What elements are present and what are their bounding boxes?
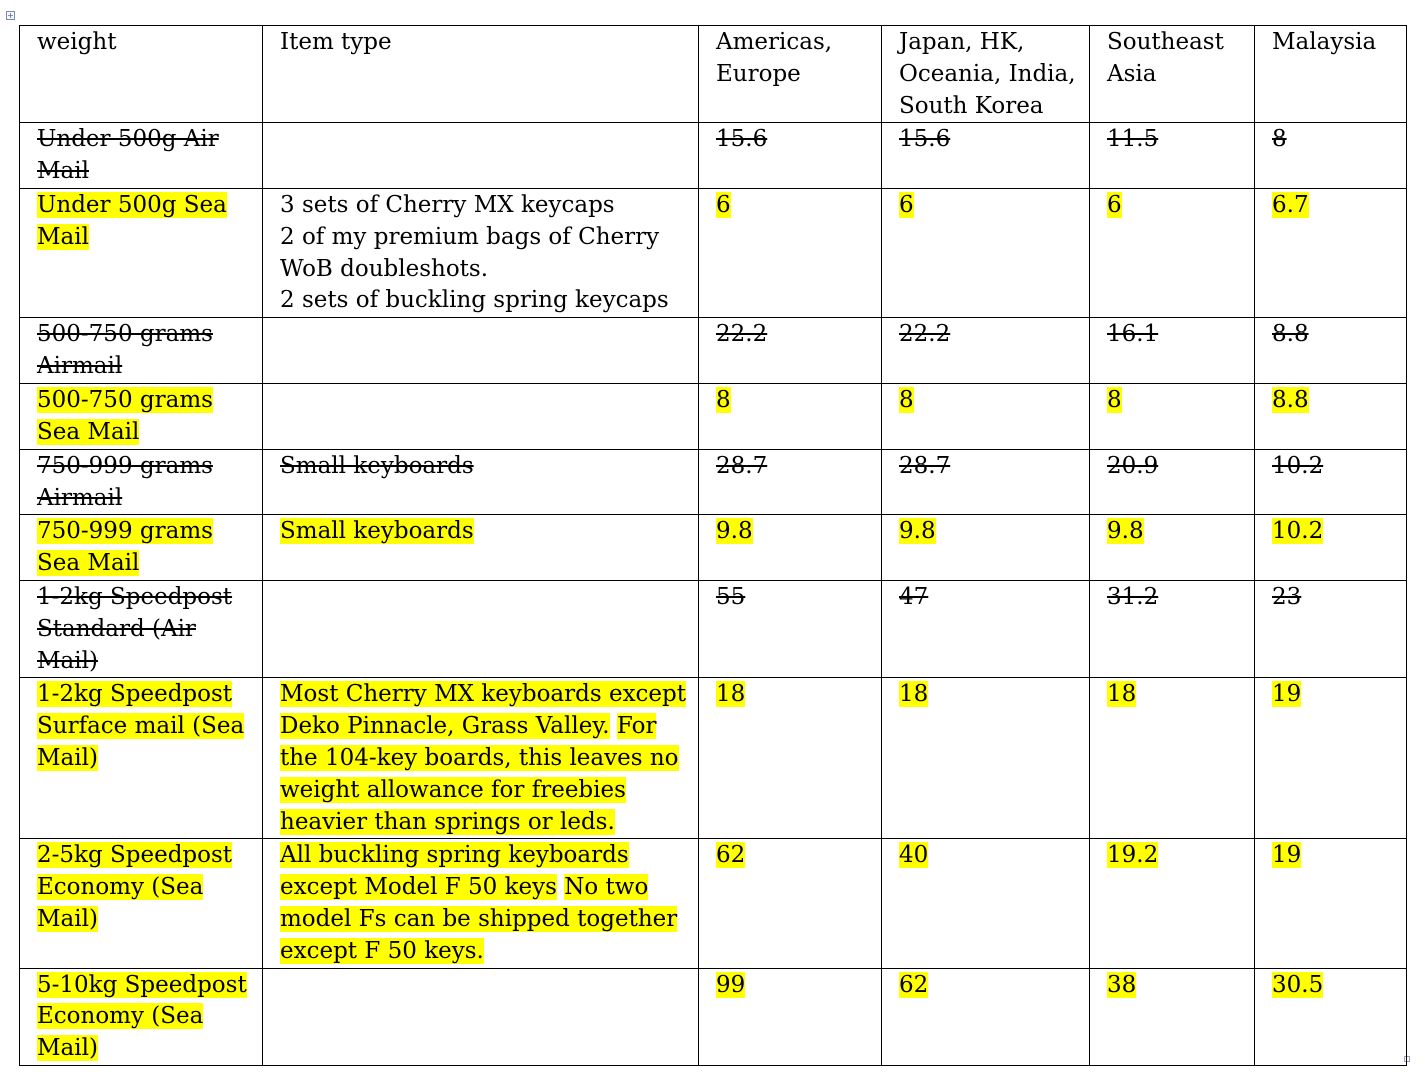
item-type-line: All buckling spring keyboards except Model F 50 keys (280, 842, 629, 901)
price-cell[interactable]: 31.2 (1090, 580, 1255, 677)
weight-cell[interactable]: Under 500g Air Mail (20, 123, 263, 189)
item-type-cell[interactable] (263, 383, 699, 449)
price-cell[interactable]: 47 (882, 580, 1090, 677)
item-type-cell[interactable] (263, 580, 699, 677)
price-cell[interactable]: 18 (1090, 678, 1255, 839)
price-cell[interactable]: 6 (699, 188, 882, 317)
price-cell[interactable]: 19 (1255, 678, 1407, 839)
price-cell[interactable]: 38 (1090, 968, 1255, 1065)
item-type-line: 2 sets of buckling spring keycaps (280, 287, 669, 314)
price-cell[interactable]: 9.8 (699, 515, 882, 581)
table-row (20, 123, 1407, 189)
price-cell[interactable]: 20.9 (1090, 449, 1255, 515)
price-cell[interactable]: 16.1 (1090, 318, 1255, 384)
price-cell[interactable]: 6.7 (1255, 188, 1407, 317)
table-row (20, 968, 1407, 1065)
price-cell[interactable]: 6 (882, 188, 1090, 317)
price-cell[interactable]: 15.6 (882, 123, 1090, 189)
price-cell[interactable]: 10.2 (1255, 449, 1407, 515)
table-row (20, 188, 1407, 317)
price-cell[interactable]: 6 (1090, 188, 1255, 317)
shipping-rates-table (19, 25, 1407, 1066)
weight-cell[interactable]: 1-2kg Speedpost Surface mail (Sea Mail) (20, 678, 263, 839)
price-cell[interactable]: 55 (699, 580, 882, 677)
item-type-line: 2 of my premium bags of Cherry WoB doubleshots. (280, 223, 660, 282)
header-cell-item-type[interactable]: Item type (263, 26, 699, 123)
header-cell-weight[interactable]: weight (20, 26, 263, 123)
item-type-cell[interactable]: Small keyboards (263, 449, 699, 515)
table-move-handle-icon[interactable]: + (7, 11, 14, 20)
header-cell-japan-hk-oceania[interactable]: Japan, HK, Oceania, India, South Korea (882, 26, 1090, 123)
header-cell-americas-europe[interactable]: Americas, Europe (699, 26, 882, 123)
price-cell[interactable]: 62 (882, 968, 1090, 1065)
item-type-line: Most Cherry MX keyboards except Deko Pinnacle, Grass Valley. (280, 681, 687, 740)
price-cell[interactable]: 22.2 (699, 318, 882, 384)
price-cell[interactable]: 11.5 (1090, 123, 1255, 189)
price-cell[interactable]: 10.2 (1255, 515, 1407, 581)
price-cell[interactable]: 8.8 (1255, 318, 1407, 384)
item-type-line: No two model Fs can be shipped together except F 50 keys. (280, 874, 678, 964)
item-type-cell[interactable] (263, 123, 699, 189)
price-cell[interactable]: 19.2 (1090, 839, 1255, 968)
price-cell[interactable]: 8 (1090, 383, 1255, 449)
price-cell[interactable]: 99 (699, 968, 882, 1065)
price-cell[interactable]: 8 (1255, 123, 1407, 189)
weight-cell[interactable]: 750-999 grams Airmail (20, 449, 263, 515)
price-cell[interactable]: 19 (1255, 839, 1407, 968)
header-cell-southeast-asia[interactable]: Southeast Asia (1090, 26, 1255, 123)
header-cell-malaysia[interactable]: Malaysia (1255, 26, 1407, 123)
table-row (20, 678, 1407, 839)
price-cell[interactable]: 9.8 (1090, 515, 1255, 581)
table-row (20, 839, 1407, 968)
price-cell[interactable]: 9.8 (882, 515, 1090, 581)
item-type-cell[interactable] (263, 678, 699, 839)
weight-cell[interactable]: 5-10kg Speedpost Economy (Sea Mail) (20, 968, 263, 1065)
price-cell[interactable]: 15.6 (699, 123, 882, 189)
price-cell[interactable]: 22.2 (882, 318, 1090, 384)
price-cell[interactable]: 8 (882, 383, 1090, 449)
table-row (20, 515, 1407, 581)
item-type-cell[interactable]: Small keyboards (263, 515, 699, 581)
item-type-line: For the 104-key boards, this leaves no weight allowance for freebies heavier than springs or leds. (280, 713, 679, 835)
weight-cell[interactable]: 500-750 grams Airmail (20, 318, 263, 384)
item-type-cell[interactable] (263, 318, 699, 384)
price-cell[interactable]: 23 (1255, 580, 1407, 677)
price-cell[interactable]: 62 (699, 839, 882, 968)
price-cell[interactable]: 40 (882, 839, 1090, 968)
table-row (20, 383, 1407, 449)
weight-cell[interactable]: 500-750 grams Sea Mail (20, 383, 263, 449)
item-type-line: 3 sets of Cherry MX keycaps (280, 191, 615, 218)
item-type-cell[interactable] (263, 839, 699, 968)
weight-cell[interactable]: Under 500g Sea Mail (20, 188, 263, 317)
price-cell[interactable]: 30.5 (1255, 968, 1407, 1065)
item-type-cell[interactable] (263, 968, 699, 1065)
price-cell[interactable]: 18 (699, 678, 882, 839)
price-cell[interactable]: 28.7 (882, 449, 1090, 515)
table-row (20, 318, 1407, 384)
table-row (20, 580, 1407, 677)
price-cell[interactable]: 8 (699, 383, 882, 449)
table-row (20, 449, 1407, 515)
price-cell[interactable]: 18 (882, 678, 1090, 839)
price-cell[interactable]: 8.8 (1255, 383, 1407, 449)
weight-cell[interactable]: 1-2kg Speedpost Standard (Air Mail) (20, 580, 263, 677)
item-type-cell[interactable] (263, 188, 699, 317)
weight-cell[interactable]: 750-999 grams Sea Mail (20, 515, 263, 581)
table-header-row (20, 26, 1407, 123)
price-cell[interactable]: 28.7 (699, 449, 882, 515)
weight-cell[interactable]: 2-5kg Speedpost Economy (Sea Mail) (20, 839, 263, 968)
